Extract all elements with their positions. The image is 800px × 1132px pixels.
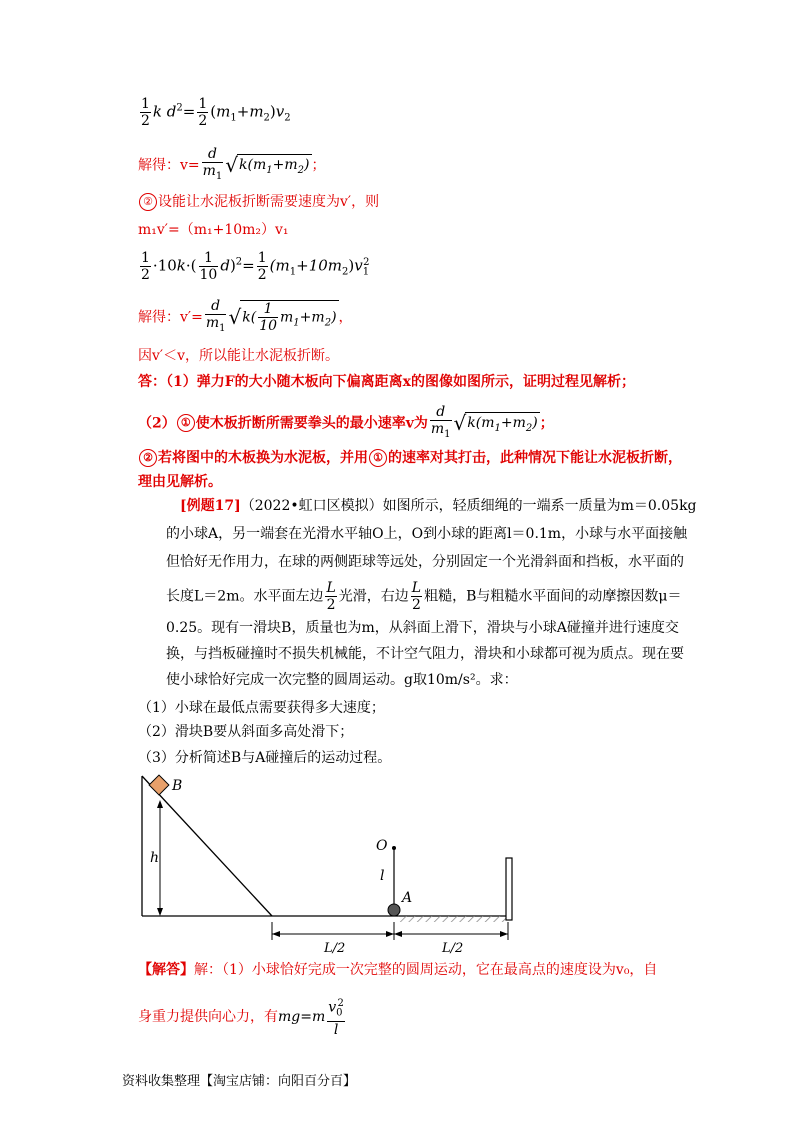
dim-arrow-4 — [500, 931, 508, 937]
dim-arrow-3 — [394, 931, 402, 937]
ball-a — [388, 904, 400, 916]
energy-equation-2: $\frac{1}{2}$ ·10k·( $\frac{1}{10}$ d)$^2$= $\frac{1}{2}$ $(m_1+10m_2)v_1^2$ — [141, 250, 370, 283]
solution-v: 解得：v= $\frac{d}{m_1}$ $√k(m_1+m_2)$ ； — [138, 146, 326, 182]
example-line-6: 换，与挡板碰撞时不损失机械能，不计空气阻力，滑块和小球都可视为质点。现在要 — [166, 646, 684, 662]
answer-3: ② 若将图中的木板换为水泥板，并用 ① 的速率对其打击，此种情况下能让水泥板折断， — [138, 448, 682, 468]
example-tag: [例题17] — [180, 498, 241, 514]
label-a: A — [402, 890, 413, 906]
dim-arrow-2 — [386, 931, 394, 937]
block-b — [149, 775, 169, 795]
question-3: （3）分析简述B与A碰撞后的运动过程。 — [138, 750, 392, 766]
example-line-1: [例题17]（2022•虹口区模拟）如图所示，轻质细绳的一端系一质量为m＝0.05kg — [180, 498, 697, 514]
axis-o — [392, 846, 396, 850]
paragraph-2: ② 设能让水泥板折断需要速度为v′，则 — [138, 192, 379, 212]
example-line-7: 使小球恰好完成一次完整的圆周运动。g取10m/s²。求： — [166, 672, 518, 688]
label-h: h — [150, 850, 160, 866]
example-line-5: 0.25。现有一滑块B，质量也为m，从斜面上滑下，滑块与小球A碰撞并进行速度交 — [166, 620, 679, 636]
label-o: O — [376, 838, 388, 854]
footer-text: 资料收集整理【淘宝店铺：向阳百分百】 — [122, 1074, 357, 1089]
question-2: （2）滑块B要从斜面多高处滑下； — [138, 724, 354, 740]
height-arrow-top — [157, 800, 163, 808]
label-b: B — [172, 778, 183, 794]
label-l-half-1: L/2 — [324, 941, 346, 956]
answer-3-cont: 理由见解析。 — [138, 474, 222, 490]
label-l: l — [380, 868, 385, 884]
rough-surface — [398, 916, 506, 922]
question-1: （1）小球在最低点需要获得多大速度； — [138, 700, 385, 716]
answer-2: （2） ① 使木板折断所需要拳头的最小速率v为 $\frac{d}{m_1}$ $√k(m_1+m_2)$ ； — [138, 404, 554, 440]
barrier — [506, 858, 512, 920]
example-line-2: 的小球A，另一端套在光滑水平轴O上，O到小球的距离l＝0.1m，小球与水平面接触 — [166, 526, 688, 542]
example-line-4: 长度L＝2m。水平面左边 $\frac{L}{2}$ 光滑，右边 $\frac{L}{2}$ 粗糙，B与粗糙水平面间的动摩擦因数μ＝ — [166, 580, 682, 613]
label-l-half-2: L/2 — [442, 941, 464, 956]
answer-tag: 【解答】 — [138, 962, 194, 978]
conclusion: 因v′＜v，所以能让水泥板折断。 — [138, 348, 339, 364]
momentum-equation: m₁v′=（m₁+10m₂）v₁ — [138, 222, 289, 238]
answer-1: 答：（1）弹力F的大小随木板向下偏离距离x的图像如图所示，证明过程见解析； — [138, 374, 636, 390]
physics-figure — [136, 770, 536, 960]
incline-slope — [142, 776, 272, 916]
answer-line-2: 身重力提供向心力，有mg=m $\frac{v_0^2}{l}$ — [138, 998, 344, 1039]
solution-v-prime: 解得：v′= $\frac{d}{m_1}$ √k( $\frac{1}{10}$ $m_1+m_2$) ， — [138, 298, 353, 334]
example-line-3: 但恰好无作用力，在球的两侧距球等远处，分别固定一个光滑斜面和挡板，水平面的 — [166, 554, 684, 570]
dim-arrow-1 — [272, 931, 280, 937]
energy-equation-1: $\frac{1}{2}$ k $d^2=$ $\frac{1}{2}$ $(m_1+m_2)v_2$ — [141, 96, 291, 129]
answer-line-1: 【解答】解：（1）小球恰好完成一次完整的圆周运动，它在最高点的速度设为v₀，自 — [138, 962, 658, 978]
height-arrow-bottom — [157, 908, 163, 916]
